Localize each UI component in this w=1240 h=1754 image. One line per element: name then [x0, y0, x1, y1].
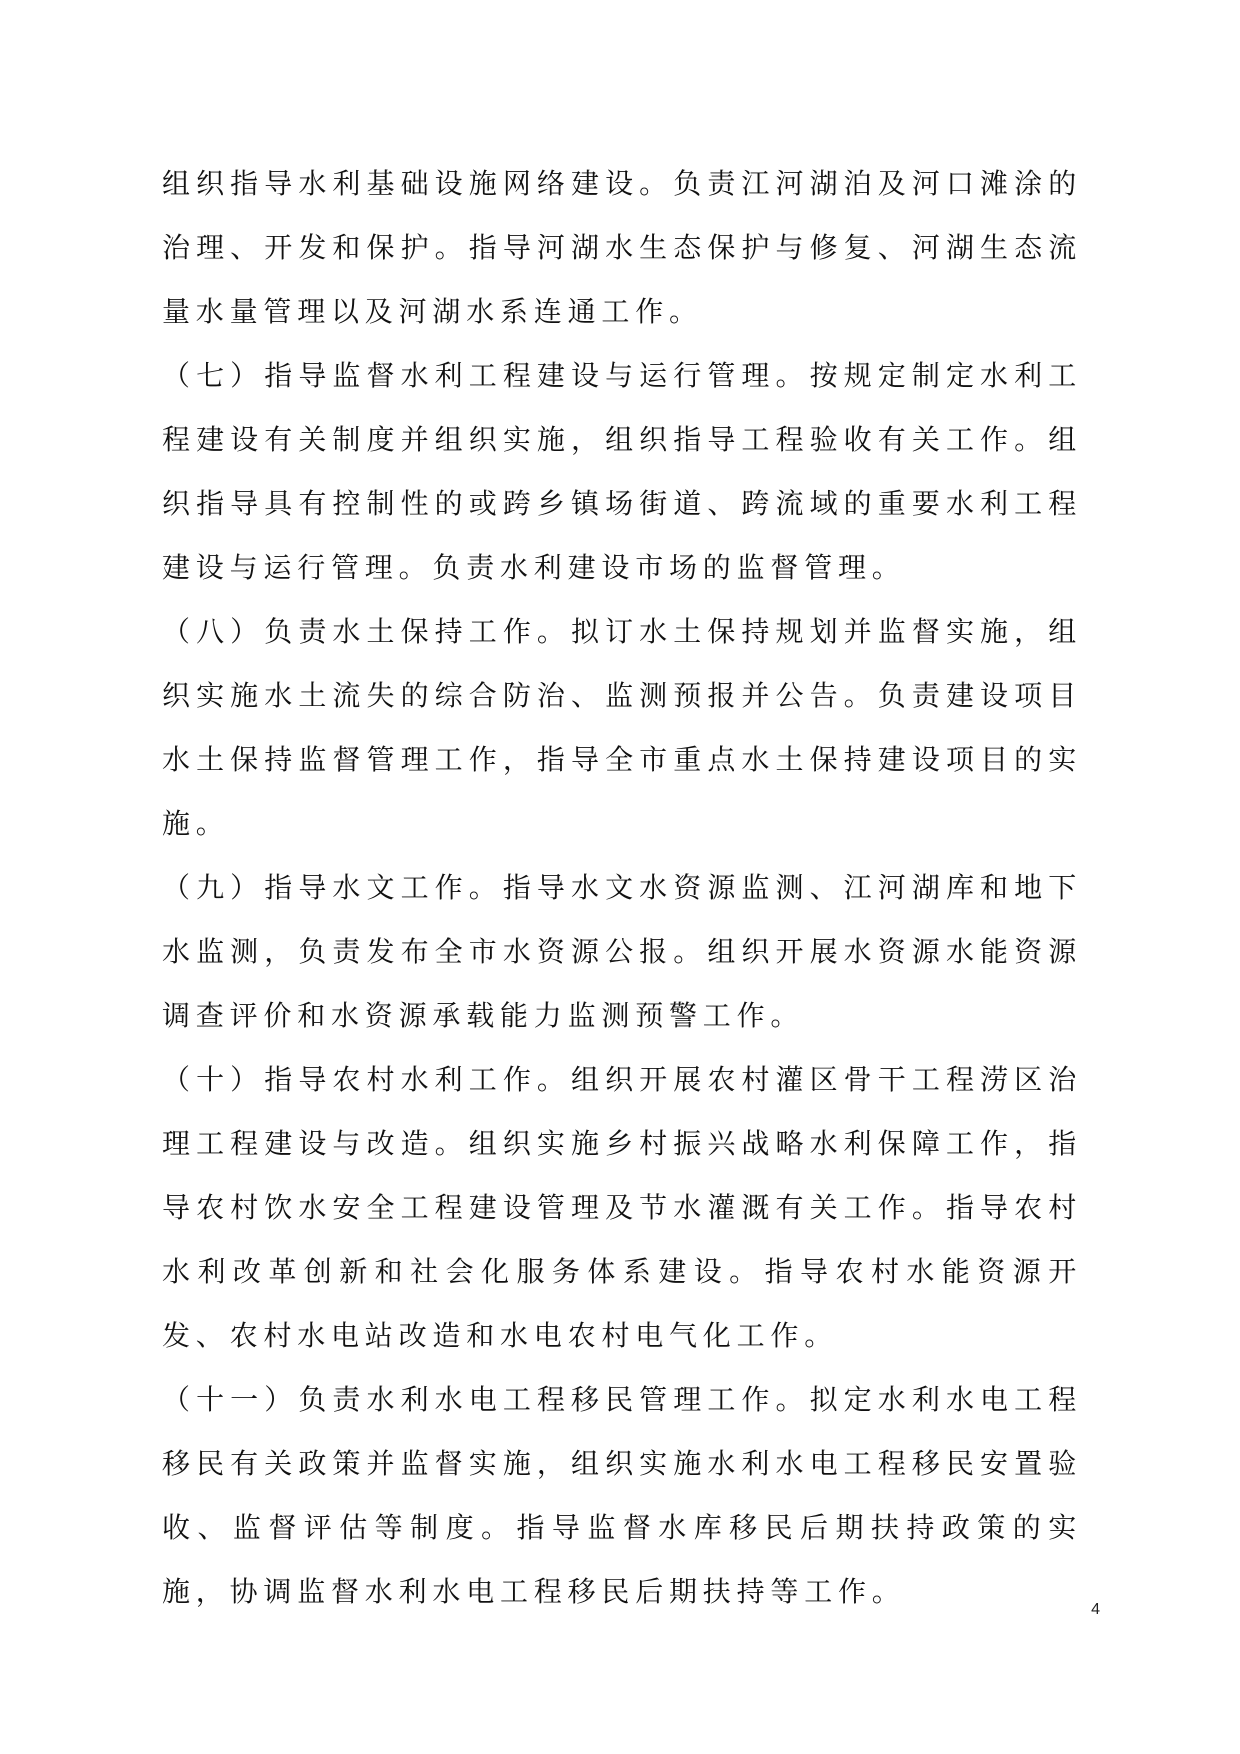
- paragraph-item-8: （八）负责水土保持工作。拟订水土保持规划并监督实施，组织实施水土流失的综合防治、监测预报并公告。负责建设项目水土保持监督管理工作，指导全市重点水土保持建设项目的实施。: [162, 615, 1082, 840]
- document-body: [162, 152, 1082, 1624]
- paragraph-item-11: （十一）负责水利水电工程移民管理工作。拟定水利水电工程移民有关政策并监督实施，组织实施水利水电工程移民安置验收、监督评估等制度。指导监督水库移民后期扶持政策的实施，协调监督水利水电工程移民后期扶持等工作。: [162, 1383, 1082, 1608]
- paragraph-item-9: （九）指导水文工作。指导水文水资源监测、江河湖库和地下水监测，负责发布全市水资源公报。组织开展水资源水能资源调查评价和水资源承载能力监测预警工作。: [162, 871, 1082, 1032]
- paragraph-item-7: （七）指导监督水利工程建设与运行管理。按规定制定水利工程建设有关制度并组织实施，组织指导工程验收有关工作。组织指导具有控制性的或跨乡镇场街道、跨流域的重要水利工程建设与运行管理。负责水利建设市场的监督管理。: [162, 359, 1082, 584]
- page-number: 4: [1091, 1601, 1100, 1618]
- paragraph-item-10: （十）指导农村水利工作。组织开展农村灌区骨干工程涝区治理工程建设与改造。组织实施乡村振兴战略水利保障工作，指导农村饮水安全工程建设管理及节水灌溉有关工作。指导农村水利改革创新和社会化服务体系建设。指导农村水能资源开发、农村水电站改造和水电农村电气化工作。: [162, 1063, 1082, 1352]
- paragraph-continuation: 组织指导水利基础设施网络建设。负责江河湖泊及河口滩涂的治理、开发和保护。指导河湖水生态保护与修复、河湖生态流量水量管理以及河湖水系连通工作。: [162, 167, 1082, 328]
